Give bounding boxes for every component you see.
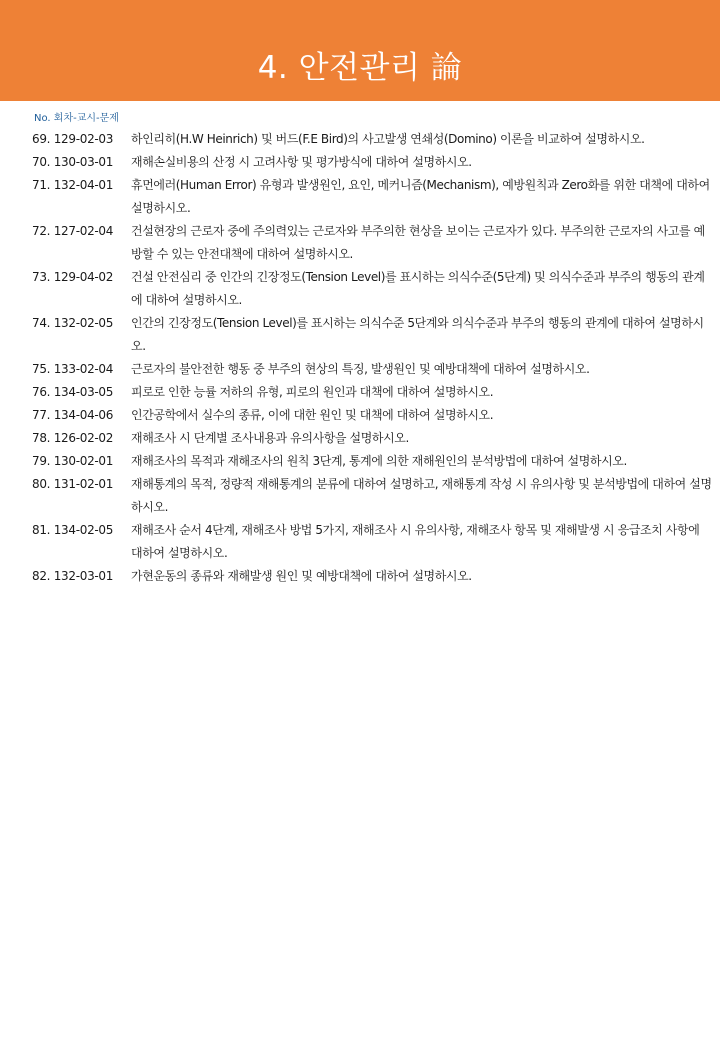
item-code: 81. 134-02-05: [32, 523, 114, 537]
item-text: 재해손실비용의 산정 시 고려사항 및 평가방식에 대하여 설명하시오.: [131, 155, 472, 169]
item-code: 70. 130-03-01: [32, 155, 114, 169]
list-item: [32, 266, 712, 312]
column-header: No. 회차-교시-문제: [34, 113, 119, 124]
item-text: 근로자의 불안전한 행동 중 부주의 현상의 특징, 발생원인 및 예방대책에 대하여 설명하시오.: [131, 362, 590, 376]
list-item: [32, 565, 712, 588]
item-text: 재해조사 시 단계별 조사내용과 유의사항을 설명하시오.: [131, 431, 409, 445]
item-text: 재해조사의 목적과 재해조사의 원칙 3단계, 통계에 의한 재해원인의 분석방법에 대하여 설명하시오.: [131, 454, 627, 468]
question-list: [32, 128, 712, 588]
item-text: 하인리히(H.W Heinrich) 및 버드(F.E Bird)의 사고발생 연쇄성(Domino) 이론을 비교하여 설명하시오.: [131, 132, 645, 146]
item-code: 75. 133-02-04: [32, 362, 114, 376]
item-code: 71. 132-04-01: [32, 178, 114, 192]
page-title: 4. 안전관리 論: [257, 50, 463, 86]
item-text: 재해조사 순서 4단계, 재해조사 방법 5가지, 재해조사 시 유의사항, 재해조사 항목 및 재해발생 시 응급조치 사항에 대하여 설명하시오.: [131, 523, 700, 560]
item-text: 피로로 인한 능률 저하의 유형, 피로의 원인과 대책에 대하여 설명하시오.: [131, 385, 494, 399]
list-item: [32, 128, 712, 151]
header-banner: [0, 0, 720, 101]
list-item: [32, 427, 712, 450]
item-code: 80. 131-02-01: [32, 477, 114, 491]
list-item: [32, 450, 712, 473]
item-text: 가현운동의 종류와 재해발생 원인 및 예방대책에 대하여 설명하시오.: [131, 569, 472, 583]
list-item: [32, 220, 712, 266]
item-code: 69. 129-02-03: [32, 132, 114, 146]
item-code: 82. 132-03-01: [32, 569, 114, 583]
list-item: [32, 381, 712, 404]
list-item: [32, 404, 712, 427]
list-item: [32, 519, 712, 565]
item-code: 72. 127-02-04: [32, 224, 114, 238]
item-text: 인간공학에서 실수의 종류, 이에 대한 원인 및 대책에 대하여 설명하시오.: [131, 408, 494, 422]
item-code: 73. 129-04-02: [32, 270, 114, 284]
list-item: [32, 151, 712, 174]
item-code: 74. 132-02-05: [32, 316, 114, 330]
item-text: 휴먼에러(Human Error) 유형과 발생원인, 요인, 메커니즘(Mechanism), 예방원칙과 Zero화를 위한 대책에 대하여 설명하시오.: [131, 178, 710, 215]
list-item: [32, 358, 712, 381]
item-code: 79. 130-02-01: [32, 454, 114, 468]
list-item: [32, 473, 712, 519]
item-text: 재해통계의 목적, 정량적 재해통계의 분류에 대하여 설명하고, 재해통계 작성 시 유의사항 및 분석방법에 대하여 설명하시오.: [131, 477, 712, 514]
list-item: [32, 174, 712, 220]
item-text: 건설현장의 근로자 중에 주의력있는 근로자와 부주의한 현상을 보이는 근로자가 있다. 부주의한 근로자의 사고를 예방할 수 있는 안전대책에 대하여 설명하시오.: [131, 224, 705, 261]
item-code: 76. 134-03-05: [32, 385, 114, 399]
item-text: 건설 안전심리 중 인간의 긴장정도(Tension Level)를 표시하는 의식수준(5단계) 및 의식수준과 부주의 행동의 관계에 대하여 설명하시오.: [131, 270, 705, 307]
list-item: [32, 312, 712, 358]
item-code: 77. 134-04-06: [32, 408, 114, 422]
item-code: 78. 126-02-02: [32, 431, 114, 445]
item-text: 인간의 긴장정도(Tension Level)를 표시하는 의식수준 5단계와 의식수준과 부주의 행동의 관계에 대하여 설명하시오.: [131, 316, 704, 353]
